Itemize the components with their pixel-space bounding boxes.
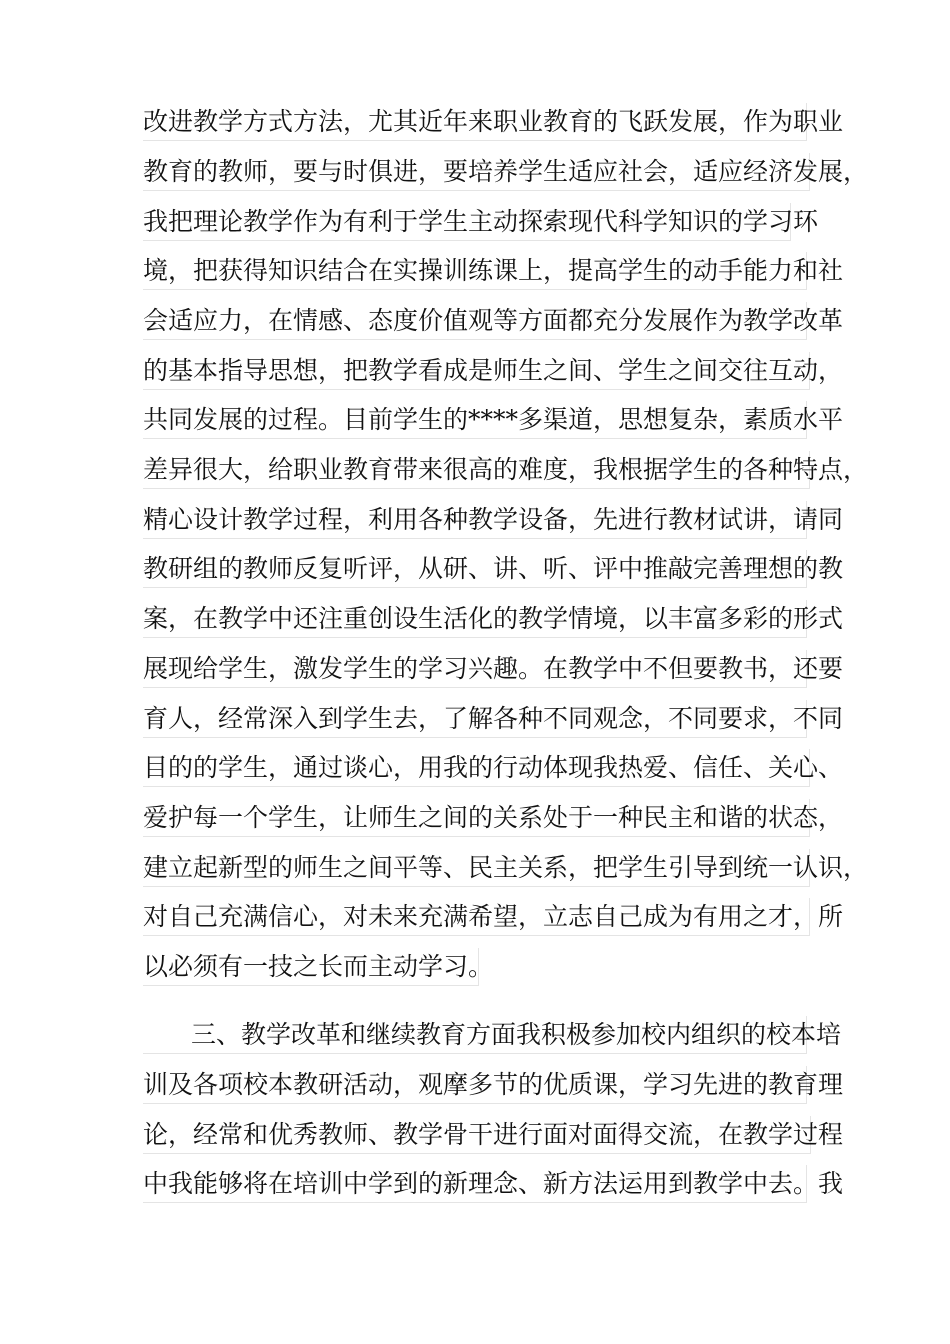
- text-line: 改进教学方式方法，尤其近年来职业教育的飞跃发展，作为职业: [143, 103, 807, 141]
- text-line: 共同发展的过程。目前学生的****多渠道，思想复杂，素质水平: [143, 401, 807, 439]
- text-line: 中我能够将在培训中学到的新理念、新方法运用到教学中去。我: [143, 1165, 807, 1203]
- text-line: 育人，经常深入到学生去，了解各种不同观念，不同要求，不同: [143, 700, 807, 738]
- text-line: 训及各项校本教研活动，观摩多节的优质课，学习先进的教育理: [143, 1066, 807, 1104]
- text-line: 对自己充满信心，对未来充满希望，立志自己成为有用之才，所: [143, 898, 810, 936]
- text-line: 会适应力，在情感、态度价值观等方面都充分发展作为教学改革: [143, 302, 807, 340]
- text-line: 三、教学改革和继续教育方面我积极参加校内组织的校本培: [143, 1016, 807, 1054]
- text-line: 论，经常和优秀教师、教学骨干进行面对面得交流，在教学过程: [143, 1116, 811, 1154]
- text-line: 的基本指导思想，把教学看成是师生之间、学生之间交往互动，: [143, 352, 810, 390]
- text-line: 我把理论教学作为有利于学生主动探索现代科学知识的学习环: [143, 203, 791, 241]
- text-line: 教研组的教师反复听评，从研、讲、听、评中推敲完善理想的教: [143, 550, 807, 588]
- text-line: 案，在教学中还注重创设生活化的教学情境，以丰富多彩的形式: [143, 600, 807, 638]
- text-line: 精心设计教学过程，利用各种教学设备，先进行教材试讲，请同: [143, 501, 807, 539]
- text-line: 爱护每一个学生，让师生之间的关系处于一种民主和谐的状态，: [143, 799, 810, 837]
- text-line: 展现给学生，激发学生的学习兴趣。在教学中不但要教书，还要: [143, 650, 807, 688]
- text-line: 境，把获得知识结合在实操训练课上，提高学生的动手能力和社: [143, 252, 807, 290]
- text-line: 差异很大，给职业教育带来很高的难度，我根据学生的各种特点，: [143, 451, 810, 489]
- text-line: 目的的学生，通过谈心，用我的行动体现我热爱、信任、关心、: [143, 749, 810, 787]
- text-line: 以必须有一技之长而主动学习。: [143, 948, 479, 986]
- text-line: 建立起新型的师生之间平等、民主关系，把学生引导到统一认识，: [143, 849, 810, 887]
- text-line: 教育的教师，要与时俱进，要培养学生适应社会，适应经济发展，: [143, 153, 810, 191]
